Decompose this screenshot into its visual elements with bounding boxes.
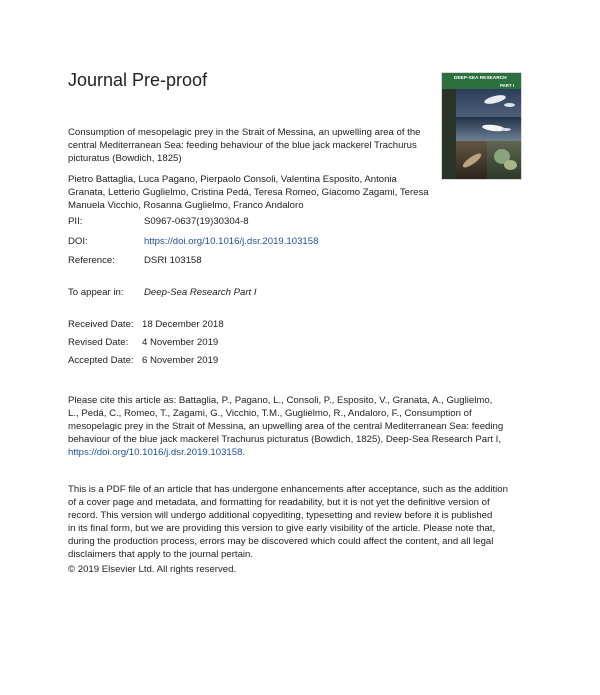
notice-line-6: disclaimers that apply to the journal pertain. [68, 549, 254, 560]
cover-journal-name: DEEP-SEA RESEARCH [454, 76, 507, 81]
doi-link[interactable]: https://doi.org/10.1016/j.dsr.2019.103158 [144, 236, 319, 247]
cover-part-label: PART I [500, 83, 515, 88]
pii-value: S0967-0637(19)30304-8 [144, 216, 249, 227]
cover-photo-middle [456, 117, 521, 141]
journal-name: Deep-Sea Research Part I [144, 287, 257, 298]
notice-line-3: record. This version will undergo additional copyediting, typesetting and review before it is published [68, 510, 493, 521]
pii-label: PII: [68, 216, 83, 227]
revised-date-label: Revised Date: [68, 337, 129, 348]
revised-date-value: 4 November 2019 [142, 337, 219, 348]
fish-photo-tail [504, 103, 515, 107]
citation-line-1: Please cite this article as: Battaglia, P., Pagano, L., Consoli, P., Esposito, V., Granata, A., Guglielmo, [68, 395, 493, 406]
notice-line-4: in its final form, but we are providing this version to give early visibility of the article. Please note that, [68, 523, 496, 534]
appear-in-label: To appear in: [68, 287, 124, 298]
page-heading: Journal Pre-proof [68, 70, 208, 90]
authors-line-2: Granata, Letterio Guglielmo, Cristina Pedá, Teresa Romeo, Giacomo Zagami, Teresa [68, 187, 429, 198]
fish-photo-fin [501, 128, 511, 131]
notice-line-5: during the production process, errors may be discovered which could affect the content, and all legal [68, 536, 494, 547]
reference-value: DSRI 103158 [144, 255, 202, 266]
notice-line-2: of a cover page and metadata, and formatting for readability, but it is not yet the definitive version of [68, 497, 490, 508]
received-date-label: Received Date: [68, 319, 134, 330]
journal-cover-image [441, 72, 522, 180]
accepted-date-label: Accepted Date: [68, 355, 134, 366]
cover-header-band [442, 73, 521, 89]
coral-shape-two [504, 160, 517, 170]
notice-line-1: This is a PDF file of an article that has undergone enhancements after acceptance, such as the addition [68, 484, 508, 495]
cover-side-strip [442, 89, 456, 179]
cover-photo-top [456, 89, 521, 117]
title-line-1: Consumption of mesopelagic prey in the Strait of Messina, an upwelling area of the [68, 127, 421, 138]
cover-photo-bottom-left [456, 141, 487, 179]
author-list [68, 173, 440, 212]
citation-line-2: L., Pedá, C., Romeo, T., Zagami, G., Vicchio, T.M., Guglielmo, R., Andaloro, F., Consumption of [68, 408, 472, 419]
seafloor-creature [461, 151, 483, 169]
authors-line-3: Manuela Vicchio, Rosanna Guglielmo, Franco Andaloro [68, 200, 304, 211]
reference-label: Reference: [68, 255, 115, 266]
doi-label: DOI: [68, 236, 88, 247]
citation-paragraph [68, 394, 530, 459]
title-line-3: picturatus (Bowdich, 1825) [68, 153, 182, 164]
accepted-date-value: 6 November 2019 [142, 355, 219, 366]
citation-line-3: mesopelagic prey in the Strait of Messina, an upwelling area of the central Mediterranean Sea: feeding [68, 421, 504, 432]
citation-line-4: behaviour of the blue jack mackerel Trachurus picturatus (Bowdich, 1825), Deep-Sea Research Part I, [68, 434, 502, 445]
article-title [68, 126, 438, 165]
copyright-notice: © 2019 Elsevier Ltd. All rights reserved. [68, 564, 237, 575]
preproof-notice [68, 483, 533, 561]
title-line-2: central Mediterranean Sea: feeding behaviour of the blue jack mackerel Trachurus [68, 140, 417, 151]
citation-doi-link[interactable]: https://doi.org/10.1016/j.dsr.2019.103158. [68, 447, 246, 458]
cover-photo-bottom-right [487, 141, 521, 179]
authors-line-1: Pietro Battaglia, Luca Pagano, Pierpaolo Consoli, Valentina Esposito, Antonia [68, 174, 397, 185]
received-date-value: 18 December 2018 [142, 319, 224, 330]
